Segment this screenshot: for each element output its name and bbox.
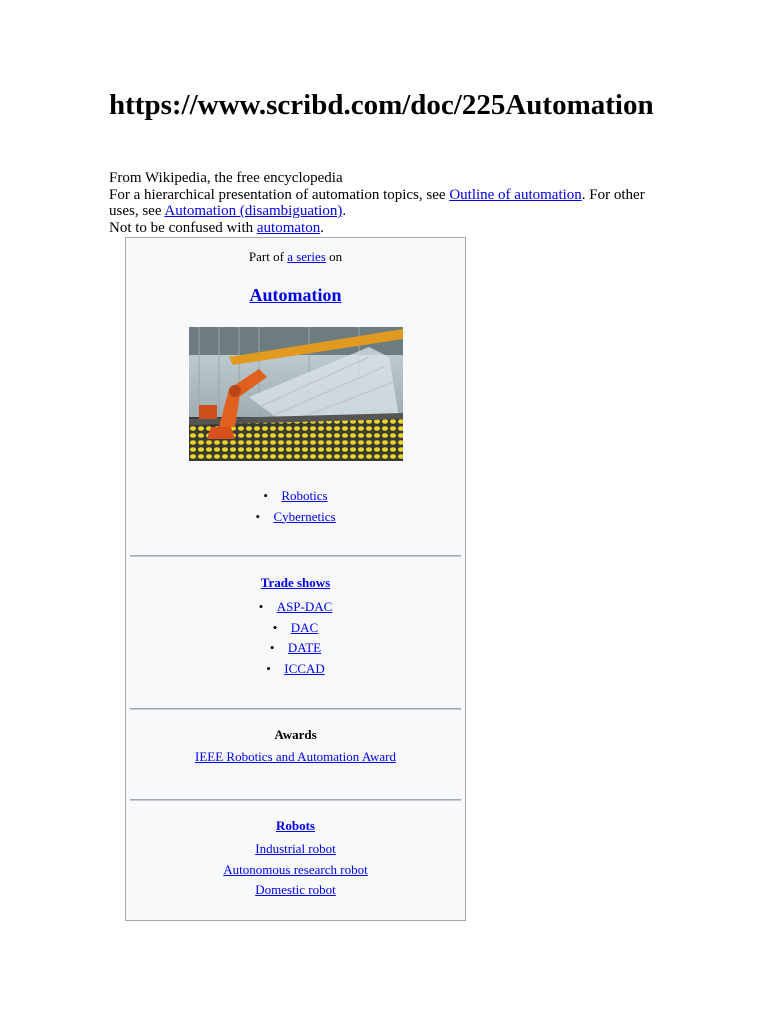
automation-infobox [125,237,466,921]
list-item [126,747,465,768]
trade-shows-list [126,597,465,679]
main-topics-list [126,486,465,527]
domestic-robot-link[interactable]: Domestic robot [255,882,336,897]
confusion-note: Not to be confused with automaton. [109,219,324,236]
outline-of-automation-link[interactable]: Outline of automation [449,186,582,203]
list-item: • DATE [269,640,322,655]
list-item: • Robotics [263,488,328,503]
list-item [126,860,465,881]
series-line: Part of a series on [248,249,343,264]
industrial-robot-image[interactable] [189,327,403,461]
iccad-link[interactable]: ICCAD [284,660,325,676]
article-intro [109,170,669,236]
asp-dac-link[interactable]: ASP-DAC [276,599,333,614]
section-divider [130,555,461,557]
list-item: • Cybernetics [255,508,336,524]
ieee-award-link[interactable]: IEEE Robotics and Automation Award [195,749,396,764]
hatnote: For a hierarchical presentation of automation topics, see Outline of automation. For other uses, see Automation (disambiguation). [109,186,645,219]
list-item [126,839,465,860]
list-item: • ICCAD [266,660,325,676]
dac-link[interactable]: DAC [290,619,319,635]
automaton-link[interactable]: automaton [256,219,321,236]
cybernetics-link[interactable]: Cybernetics [273,508,336,524]
robots-heading[interactable] [126,818,465,834]
awards-heading: Awards [274,727,317,742]
autonomous-research-robot-link[interactable]: Autonomous research robot [223,861,368,877]
from-wikipedia-line: From Wikipedia, the free encyclopedia [109,170,343,186]
infobox-heading[interactable] [126,285,465,306]
section-divider [130,799,461,801]
page-title: https://www.scribd.com/doc/225Automation [109,89,654,121]
robotics-link[interactable]: Robotics [281,488,328,503]
automation-disambiguation-link[interactable]: Automation (disambiguation) [164,203,343,219]
industrial-robot-link[interactable]: Industrial robot [255,841,336,856]
trade-shows-link[interactable]: Trade shows [260,575,331,590]
trade-shows-heading[interactable] [126,575,465,591]
automation-heading-link[interactable]: Automation [249,285,342,305]
section-divider [130,708,461,710]
list-item [126,880,465,901]
list-item: • ASP-DAC [258,599,333,614]
date-link[interactable]: DATE [287,640,322,655]
series-link[interactable]: a series [287,249,326,264]
awards-list [126,747,465,768]
robots-list [126,839,465,901]
list-item: • DAC [272,619,319,635]
robots-link[interactable]: Robots [275,818,315,833]
robot-photo-illustration [189,327,403,461]
